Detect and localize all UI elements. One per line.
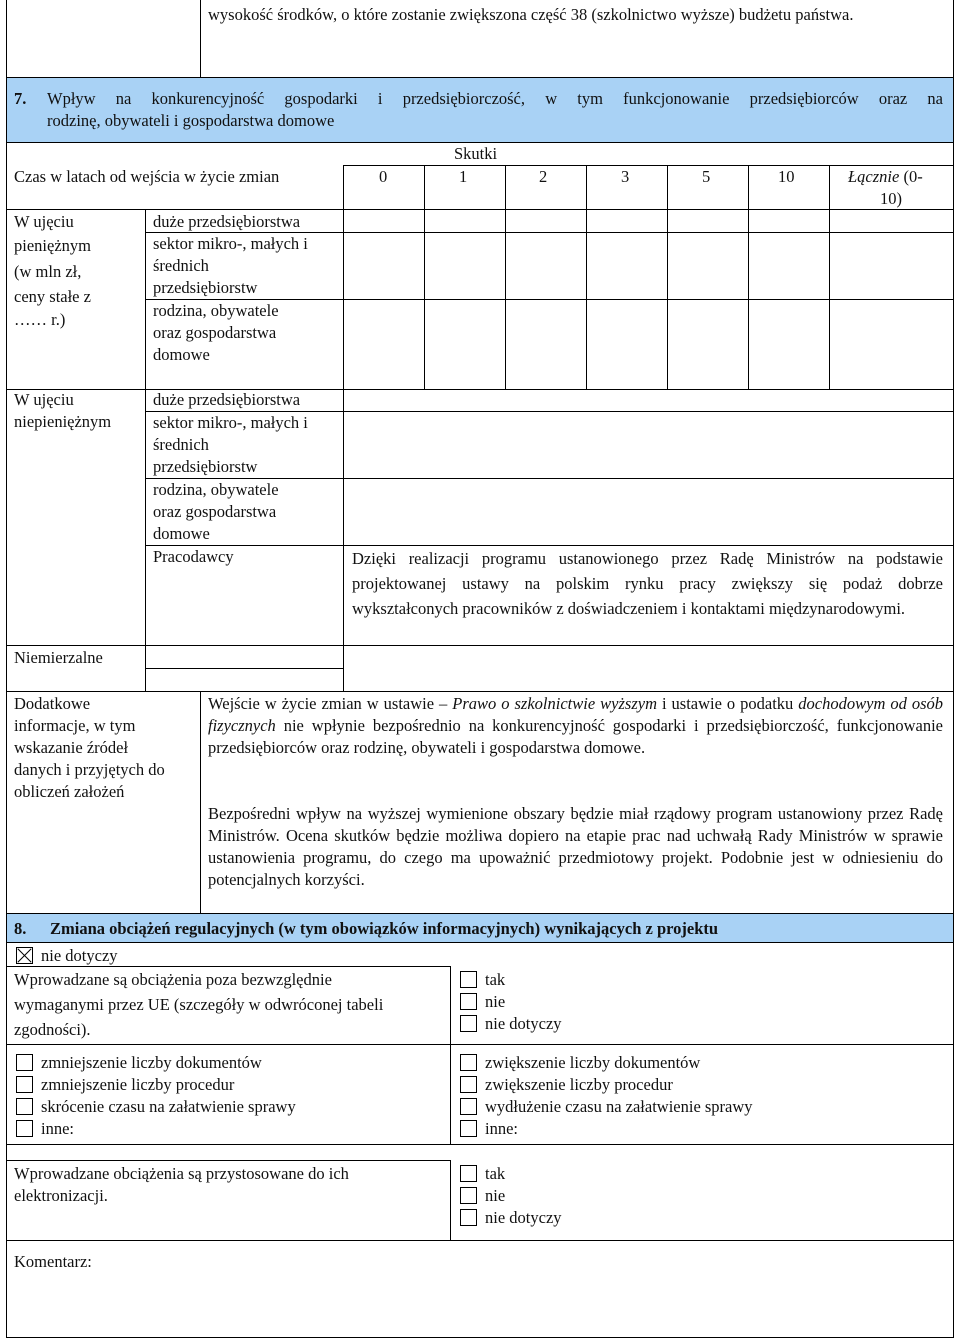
additional-paragraph-2: Bezpośredni wpływ na wyższej wymienione obszary będzie miał rządowy program ustanowiony przez Radę Ministrów. Ocena skutków będzie możliwa dopiero na etapie prac nad uchwałą Rady Ministrów w sprawie ustanowienia programu, do czego ma upoważnić przedmiotowy projekt. Podobnie jest w odniesieniu do potencjalnych korzyści.: [208, 804, 943, 889]
line-eu-top: [6, 966, 451, 967]
additional-label-3: wskazanie źródeł: [14, 738, 129, 757]
additional-label-2: informacje, w tym: [14, 716, 136, 735]
increase-other-checkbox[interactable]: [460, 1120, 477, 1137]
section7-number: 7.: [14, 89, 27, 108]
options-divider: [450, 1044, 451, 1144]
line-top-row: [6, 77, 954, 78]
nonmonetary-label-1: W ujęciu: [14, 390, 74, 409]
total-label-italic: Łącznie: [848, 167, 900, 186]
line-electronic-end: [6, 1240, 954, 1241]
effects-header: Skutki: [454, 144, 498, 163]
eu-yes-checkbox[interactable]: [460, 971, 477, 988]
nonmonetary-row-sme-1: sektor mikro-, małych i: [153, 413, 308, 432]
section7-title-line1: [47, 88, 943, 110]
additional-paragraph-1: [208, 693, 943, 759]
nonmonetary-row-families-2: oraz gospodarstwa: [153, 502, 277, 521]
section8-title: Zmiana obciążeń regulacyjnych (w tym obowiązków informacyjnych) wynikających z projektu: [50, 919, 719, 938]
table-border-bottom: [6, 1337, 954, 1338]
nonmonetary-row-sme-2: średnich: [153, 435, 209, 454]
additional-p1-tax-law-title: dochodowym od osób fizycznych: [208, 694, 943, 735]
line-m-sme: [145, 299, 953, 300]
year-col-2-left: [505, 165, 506, 389]
budget-text: wysokość środków, o które zostanie zwiększona część 38 (szkolnictwo wyższe) budżetu państwa.: [208, 5, 854, 24]
year-10: 10: [778, 167, 795, 186]
increase-procedures-label: zwiększenie liczby procedur: [485, 1075, 673, 1094]
year-1: 1: [459, 167, 468, 186]
monetary-row-families-1: rodzina, obywatele: [153, 301, 279, 320]
line-m-large: [145, 232, 953, 233]
section7-title-text1: Wpływ na konkurencyjność gospodarki i przedsiębiorczość, w tym funkcjonowanie przedsiębiorców oraz na: [47, 89, 943, 108]
increase-other-label: inne:: [485, 1119, 518, 1138]
electronic-question-line2: elektronizacji.: [14, 1186, 108, 1205]
electronic-na-checkbox[interactable]: [460, 1209, 477, 1226]
line-m-end: [6, 389, 954, 390]
additional-p1-part-c: nie wpłynie bezpośrednio na konkurencyjność gospodarki i przedsiębiorczość, funkcjonowanie przedsiębiorców oraz rodzinę, obywateli i gospodarstwa domowe.: [208, 716, 944, 757]
monetary-row-large-enterprises: duże przedsiębiorstwa: [153, 212, 301, 231]
eu-no-label: nie: [485, 992, 506, 1011]
decrease-procedures-checkbox[interactable]: [16, 1076, 33, 1093]
monetary-row-families-3: domowe: [153, 345, 210, 364]
total-label-range: (0-: [903, 167, 923, 186]
year-2: 2: [539, 167, 548, 186]
year-col-1-left: [424, 165, 425, 389]
line-options-end: [6, 1144, 954, 1145]
eu-question-line3: zgodności).: [14, 1020, 91, 1039]
eu-question-line2: wymaganymi przez UE (szczegóły w odwróconej tabeli: [14, 995, 384, 1014]
line-section8-header: [6, 942, 954, 943]
electronic-question-line1: Wprowadzane obciążenia są przystosowane do ich: [14, 1164, 349, 1183]
monetary-row-sme-3: przedsiębiorstw: [153, 278, 258, 297]
additional-divider: [200, 691, 201, 913]
line-unmeasurable-top: [6, 645, 145, 646]
monetary-label-2: pieniężnym: [14, 236, 91, 255]
section8-number: 8.: [14, 919, 27, 938]
line-unmeasurable-mid: [145, 668, 343, 669]
decrease-other-label: inne:: [41, 1119, 74, 1138]
electronic-yes-label: tak: [485, 1164, 506, 1183]
line-skutki: [343, 165, 953, 166]
nonmonetary-row-families-1: rodzina, obywatele: [153, 480, 279, 499]
year-5: 5: [702, 167, 711, 186]
table-border-right: [953, 0, 954, 1337]
additional-p1-law-title: Prawo o szkolnictwie wyższym: [452, 694, 657, 713]
increase-documents-label: zwiększenie liczby dokumentów: [485, 1053, 701, 1072]
nonmonetary-row-families-3: domowe: [153, 524, 210, 543]
monetary-row-sme-1: sektor mikro-, małych i: [153, 234, 308, 253]
line-unmeasurable-end: [6, 691, 954, 692]
nonmonetary-row-large-enterprises: duże przedsiębiorstwa: [153, 390, 301, 409]
decrease-time-checkbox[interactable]: [16, 1098, 33, 1115]
electronic-no-checkbox[interactable]: [460, 1187, 477, 1204]
line-n-families: [145, 545, 953, 546]
year-0: 0: [379, 167, 388, 186]
decrease-documents-checkbox[interactable]: [16, 1054, 33, 1071]
table-border-left: [6, 0, 7, 1337]
monetary-row-sme-2: średnich: [153, 256, 209, 275]
eu-yes-label: tak: [485, 970, 506, 989]
additional-label-4: danych i przyjętych do: [14, 760, 165, 779]
decrease-procedures-label: zmniejszenie liczby procedur: [41, 1075, 235, 1094]
employers-text: Dzięki realizacji programu ustanowionego przez Radę Ministrów na podstawie projektowanej ustawy na polskim rynku pracy zwiększy się podaż dobrze wykształconych pracowników z doświadczeniem i kontaktami międzynarodowymi.: [352, 549, 943, 618]
additional-label-5: obliczeń założeń: [14, 782, 125, 801]
total-label-line2: 10): [880, 189, 902, 208]
year-col-0-left: [343, 165, 344, 389]
label-col-divider: [145, 209, 146, 691]
monetary-label-4: ceny stałe z: [14, 287, 91, 306]
line-electronic-top: [6, 1160, 451, 1161]
electronic-no-label: nie: [485, 1186, 506, 1205]
unmeasurable-label: Niemierzalne: [14, 648, 103, 667]
eu-na-label: nie dotyczy: [485, 1014, 562, 1033]
nonmonetary-row-sme-3: przedsiębiorstw: [153, 457, 258, 476]
eu-na-checkbox[interactable]: [460, 1015, 477, 1032]
additional-label-1: Dodatkowe: [14, 694, 91, 713]
nonmonetary-label-2: niepieniężnym: [14, 412, 112, 431]
increase-procedures-checkbox[interactable]: [460, 1076, 477, 1093]
year-3: 3: [621, 167, 630, 186]
monetary-label-1: W ujęciu: [14, 212, 74, 231]
comment-label: Komentarz:: [14, 1252, 92, 1271]
electronic-na-label: nie dotyczy: [485, 1208, 562, 1227]
line-eu-end: [6, 1044, 954, 1045]
year-col-3-left: [586, 165, 587, 389]
monetary-row-families-2: oraz gospodarstwa: [153, 323, 277, 342]
electronic-divider: [450, 1160, 451, 1240]
time-label: Czas w latach od wejścia w życie zmian: [14, 167, 280, 186]
line-years: [6, 209, 954, 210]
eu-question-line1: Wprowadzane są obciążenia poza bezwzględnie: [14, 970, 332, 989]
monetary-label-5: …… r.): [14, 310, 66, 329]
eu-no-checkbox[interactable]: [460, 993, 477, 1010]
increase-time-checkbox[interactable]: [460, 1098, 477, 1115]
not-applicable-checkbox[interactable]: [16, 947, 33, 964]
top-row-divider: [200, 0, 201, 77]
year-col-5-left: [667, 165, 668, 389]
not-applicable-label: nie dotyczy: [41, 946, 118, 965]
monetary-label-3: (w mln zł,: [14, 262, 82, 281]
year-col-10-left: [748, 165, 749, 389]
decrease-documents-label: zmniejszenie liczby dokumentów: [41, 1053, 262, 1072]
increase-documents-checkbox[interactable]: [460, 1054, 477, 1071]
employers-label: Pracodawcy: [153, 547, 234, 566]
increase-time-label: wydłużenie czasu na załatwienie sprawy: [485, 1097, 753, 1116]
eu-divider: [450, 966, 451, 1044]
electronic-yes-checkbox[interactable]: [460, 1165, 477, 1182]
decrease-other-checkbox[interactable]: [16, 1120, 33, 1137]
additional-p1-part-b: i ustawie o podatku: [661, 694, 794, 713]
additional-p1-part-a: Wejście w życie zmian w ustawie –: [208, 694, 448, 713]
total-label: [848, 166, 923, 188]
line-n-sme: [145, 478, 953, 479]
decrease-time-label: skrócenie czasu na załatwienie sprawy: [41, 1097, 296, 1116]
line-additional-end: [6, 913, 954, 914]
line-section7-header: [6, 142, 954, 143]
section7-title-line2: rodzinę, obywateli i gospodarstwa domowe: [47, 111, 335, 130]
line-n-employers: [145, 645, 953, 646]
line-n-large: [145, 411, 953, 412]
year-col-total-left: [829, 165, 830, 389]
